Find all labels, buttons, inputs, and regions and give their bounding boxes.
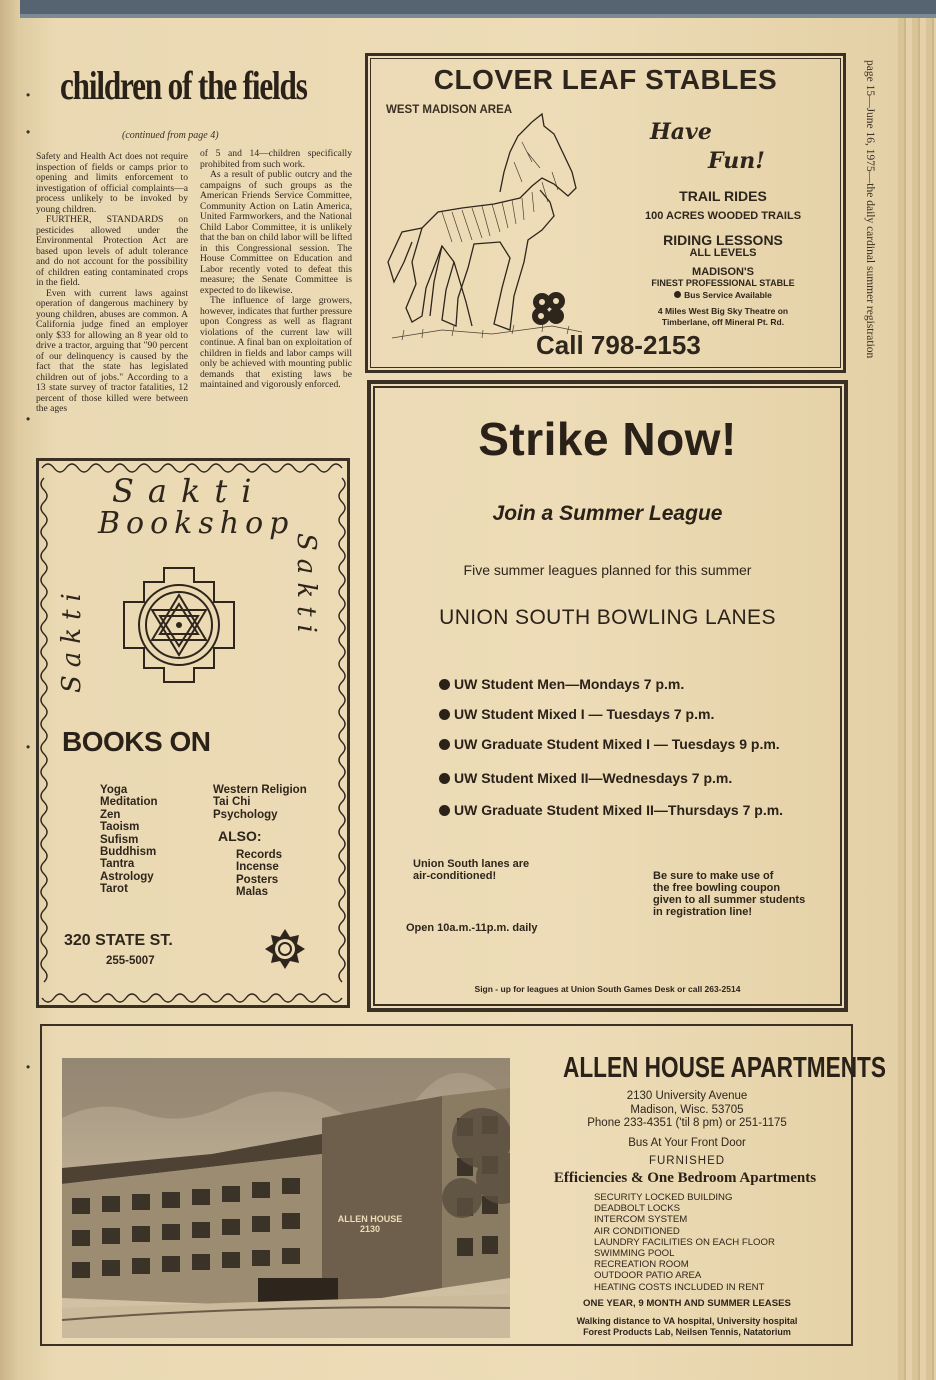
- topic-item: Yoga: [100, 784, 128, 796]
- stables-location-2: Timberlane, off Mineral Pt. Rd.: [661, 317, 785, 327]
- article-paragraph: Even with current laws against operation of dangerous machinery by young children, abuses are common. A California judge fined an employer only $33 for allowing an 8 year old to drive a tractor, arguing that "90 percent of our delinquency is caused by the fact that the state has legislated children out of jobs." According to a 13 state survey of tractor fatalities, 12 percent of those killed were between the ages: [36, 287, 188, 414]
- stables-acres: 100 ACRES WOODED TRAILS: [644, 210, 802, 222]
- building-sign-number: 2130: [359, 1224, 381, 1234]
- topic-item: Sufism: [100, 833, 139, 846]
- bullet-dot: [439, 805, 450, 816]
- article-paragraph: Safety and Health Act does not require inspection of fields or camps prior to opening and limits enforcement to investigation of official complaints—a process unlikely to be invoked by young children.: [36, 151, 188, 215]
- sri-yantra-icon: [118, 562, 240, 688]
- topics-list-1: [100, 784, 158, 896]
- topic-item: Western Religion: [213, 784, 307, 796]
- feature-item: SECURITY LOCKED BUILDING: [594, 1192, 733, 1203]
- bullet-dot: [439, 679, 450, 690]
- article-column-2: [200, 149, 352, 391]
- strike-open-hours: Open 10a.m.-11p.m. daily: [406, 922, 538, 934]
- feature-item: DEADBOLT LOCKS: [594, 1203, 681, 1215]
- feature-item: RECREATION ROOM: [594, 1259, 689, 1271]
- stables-bus-line: [618, 290, 828, 300]
- topic-item: Meditation: [100, 796, 158, 809]
- allen-house-ad: [40, 1024, 886, 1346]
- bookshop-address: 320 STATE ST.: [64, 932, 173, 949]
- strike-aircon-line: air-conditioned!: [413, 870, 497, 882]
- sakti-bookshop-ad: [36, 458, 350, 1008]
- league-text: UW Graduate Student Mixed I — Tuesdays 9 p.m.: [454, 736, 780, 752]
- clover-leaf-stables-ad: [365, 53, 846, 373]
- allen-phone: Phone 233-4351 ('til 8 pm) or 251-1175: [587, 1117, 787, 1129]
- stables-trail-rides: TRAIL RIDES: [679, 188, 767, 204]
- allen-leases: ONE YEAR, 9 MONTH AND SUMMER LEASES: [583, 1298, 791, 1309]
- strike-coupon-line: in registration line!: [653, 906, 753, 918]
- building-sign: [332, 1214, 408, 1234]
- topic-item: Psychology: [213, 808, 278, 821]
- stables-madisons: MADISON'S: [692, 266, 754, 278]
- page-left-edge: [0, 0, 20, 1380]
- article-headline: children of the fields: [60, 63, 307, 108]
- league-text: UW Student Mixed I — Tuesdays 7 p.m.: [454, 706, 715, 722]
- bookshop-phone: 255-5007: [106, 955, 155, 967]
- allen-bus: Bus At Your Front Door: [628, 1137, 746, 1149]
- sakti-script-left: Sakti: [57, 585, 87, 693]
- also-item: Incense: [236, 861, 279, 874]
- topic-item: Zen: [100, 808, 121, 821]
- feature-item: OUTDOOR PATIO AREA: [594, 1270, 702, 1282]
- topic-item: Tai Chi: [213, 796, 251, 809]
- margin-dot: •: [26, 125, 31, 139]
- also-list: [236, 849, 282, 899]
- allen-efficiencies: Efficiencies & One Bedroom Apartments: [553, 1170, 817, 1186]
- binding-edge-lower: [0, 14, 936, 18]
- allen-features-list: [594, 1192, 775, 1293]
- article-paragraph: FURTHER, STANDARDS on pesticides allowed under the Environmental Protection Act are based upon levels of adult tolerance and do not account for the possibility of children eating contaminated crops in the field.: [36, 214, 188, 288]
- strike-subheadline: Join a Summer League: [492, 502, 723, 525]
- bowling-league-ad: [367, 380, 848, 1012]
- topic-item: Buddhism: [100, 846, 157, 859]
- topic-item: Taoism: [100, 821, 140, 834]
- building-sign-name: ALLEN HOUSE: [337, 1214, 403, 1224]
- feature-item: LAUNDRY FACILITIES ON EACH FLOOR: [594, 1236, 775, 1248]
- binding-edge: [0, 0, 936, 14]
- league-item: [439, 706, 714, 722]
- allen-address-1: 2130 University Avenue: [626, 1090, 748, 1102]
- strike-venue: UNION SOUTH BOWLING LANES: [439, 606, 776, 629]
- topic-item: Tarot: [100, 883, 128, 896]
- feature-item: AIR CONDITIONED: [594, 1225, 680, 1237]
- topics-list-2: [213, 784, 307, 821]
- article-column-1: [36, 152, 188, 415]
- stables-fun-text: Fun!: [708, 148, 765, 174]
- sakti-script-bookshop: Bookshop: [98, 506, 295, 541]
- allen-walking-2: Forest Products Lab, Neilsen Tennis, Natatorium: [583, 1327, 791, 1337]
- allen-walking-1: Walking distance to VA hospital, University hospital: [576, 1316, 798, 1326]
- sakti-script-top: Sakti: [112, 472, 266, 510]
- strike-aircon-line: Union South lanes are: [413, 858, 530, 870]
- clover-leaf-icon: [528, 288, 570, 330]
- allen-address-2: Madison, Wisc. 53705: [630, 1104, 744, 1116]
- bullet-dot: [439, 773, 450, 784]
- league-text: UW Graduate Student Mixed II—Thursdays 7 p.m.: [454, 802, 784, 818]
- stables-bus: Bus Service Available: [684, 290, 772, 300]
- also-item: Records: [236, 849, 283, 861]
- apartment-building-photo: [62, 1058, 510, 1338]
- bullet-dot: [439, 709, 450, 720]
- strike-coupon-line: given to all summer students: [653, 894, 806, 906]
- stables-levels: ALL LEVELS: [689, 247, 757, 259]
- strike-five-leagues: Five summer leagues planned for this summer: [463, 562, 752, 578]
- topic-item: Tantra: [100, 858, 135, 871]
- feature-item: INTERCOM SYSTEM: [594, 1214, 688, 1226]
- article-continued-note: (continued from page 4): [122, 130, 219, 141]
- strike-signup: Sign - up for leagues at Union South Games Desk or call 263-2514: [474, 984, 741, 994]
- stables-have-text: Have: [650, 119, 712, 145]
- league-text: UW Student Men—Mondays 7 p.m.: [454, 676, 685, 692]
- lotus-emblem-icon: [264, 928, 306, 970]
- bullet-dot: [674, 291, 681, 298]
- sakti-script-right: Sakti: [291, 533, 321, 641]
- stables-lessons: RIDING LESSONS: [663, 232, 783, 248]
- feature-item: HEATING COSTS INCLUDED IN RENT: [594, 1281, 765, 1293]
- stables-area: WEST MADISON AREA: [386, 104, 513, 116]
- article-paragraph: The influence of large growers, however, indicates that further pressure upon Congress as well as flagrant violations of the current law will continue. A final ban on exploitation of children in fields and labor camps will only be achieved with mounting public demands that existing laws be maintained and vigorously enforced.: [200, 295, 352, 390]
- article-paragraph: As a result of public outcry and the campaigns of such groups as the American Friends Service Committee, Community Action on Latin America, United Farmworkers, and the National Child Labor Committee, it is unlikely that the ban on child labor will be lifted in this Congressional session. The House Committee on Education and Labor recently voted to defeat this measure; the Senate Committee is expected to do likewise.: [200, 169, 352, 296]
- page-margin-note: page 15—June 16, 1975—the daily cardinal summer registration: [864, 60, 876, 359]
- books-on-heading: BOOKS ON: [62, 726, 211, 757]
- allen-house-title: ALLEN HOUSE APARTMENTS: [562, 1052, 886, 1084]
- stables-location-1: 4 Miles West Big Sky Theatre on: [657, 306, 789, 316]
- strike-coupon-line: Be sure to make use of: [653, 870, 774, 882]
- also-heading: ALSO:: [218, 828, 262, 844]
- also-item: Malas: [236, 886, 268, 899]
- margin-dot: •: [26, 740, 31, 754]
- strike-aircon: [413, 858, 529, 882]
- league-item: [439, 802, 783, 818]
- league-item: [439, 736, 780, 752]
- stables-title: CLOVER LEAF STABLES: [433, 64, 778, 95]
- margin-dot: •: [26, 1060, 31, 1074]
- league-text: UW Student Mixed II—Wednesdays 7 p.m.: [454, 770, 733, 786]
- league-item: [439, 770, 732, 786]
- also-item: Posters: [236, 873, 279, 886]
- feature-item: SWIMMING POOL: [594, 1248, 675, 1260]
- margin-dot: •: [26, 412, 31, 426]
- stables-phone: Call 798-2153: [536, 330, 701, 360]
- strike-coupon-line: the free bowling coupon: [653, 882, 781, 894]
- league-item: [439, 676, 684, 692]
- margin-dot: •: [26, 88, 31, 102]
- page-stack-edge: [898, 18, 936, 1380]
- article-paragraph: of 5 and 14—children specifically prohibited from such work.: [200, 148, 352, 170]
- strike-headline: Strike Now!: [478, 413, 737, 465]
- allen-furnished: FURNISHED: [648, 1155, 726, 1167]
- strike-coupon: [653, 870, 805, 918]
- stables-finest: FINEST PROFESSIONAL STABLE: [651, 278, 795, 288]
- bullet-dot: [439, 739, 450, 750]
- topic-item: Astrology: [100, 870, 154, 883]
